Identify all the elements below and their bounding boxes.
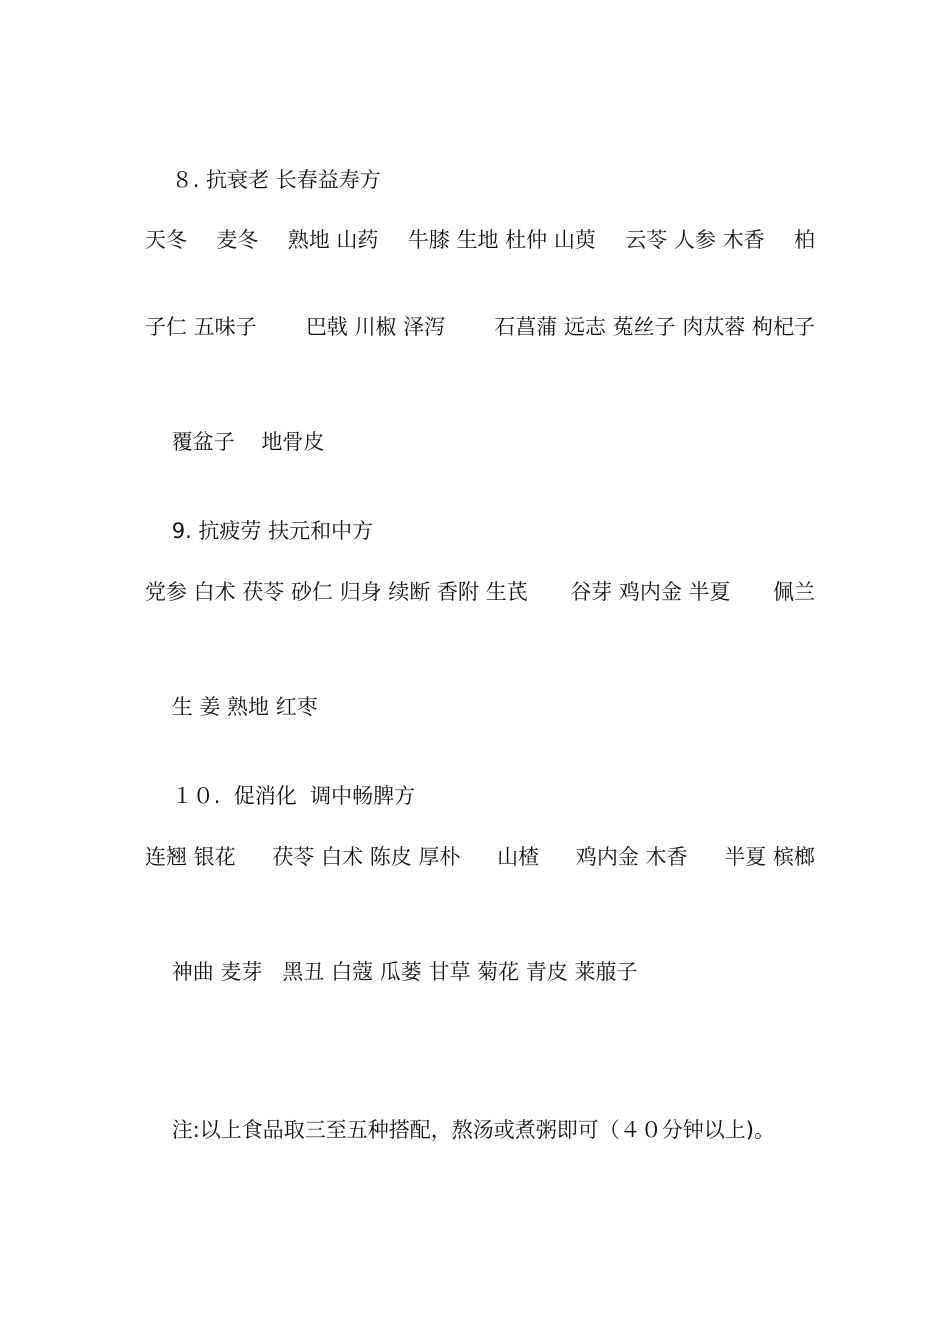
herb-group: 地骨皮 — [261, 430, 325, 454]
section-heading-text: １０. 促消化 调中畅脾方 — [171, 784, 416, 808]
section-10-heading — [145, 754, 815, 838]
herb-group: 覆盆子 — [171, 430, 235, 454]
herb-group: 柏 — [793, 228, 815, 252]
section-heading-text: 9. 抗疲劳 扶元和中方 — [171, 519, 374, 543]
section-10-line-2 — [145, 930, 815, 1014]
herb-group: 谷芽 鸡内金 半夏 — [570, 580, 731, 604]
herb-group: 熟地 山药 — [287, 228, 379, 252]
herb-group: 牛膝 生地 杜仲 山萸 — [407, 228, 596, 252]
section-8-line-2 — [145, 313, 815, 341]
herb-group: 天冬 — [145, 228, 187, 252]
footnote — [145, 1088, 815, 1172]
herb-group: 茯苓 白术 陈皮 厚朴 — [272, 845, 461, 869]
herb-group: 佩兰 — [773, 580, 815, 604]
herb-group: 鸡内金 木香 — [575, 845, 688, 869]
herb-group: 生 姜 熟地 红枣 — [171, 695, 318, 719]
section-heading-text: ８. 抗衰老 长春益寿方 — [171, 168, 381, 192]
section-8-line-1 — [145, 226, 815, 254]
herb-group: 党参 白术 茯苓 砂仁 归身 续断 香附 生芪 — [145, 580, 528, 604]
herb-group: 巴戟 川椒 泽泻 — [305, 315, 446, 339]
herb-group: 半夏 槟榔 — [724, 845, 815, 869]
section-8-heading — [145, 138, 815, 222]
section-10-line-1 — [145, 843, 815, 871]
footnote-text: 注:以上食品取三至五种搭配，熬汤或煮粥即可（４０分钟以上)。 — [171, 1118, 775, 1142]
herb-group: 石菖蒲 远志 菟丝子 肉苁蓉 枸杞子 — [494, 315, 815, 339]
herb-group: 神曲 麦芽 — [171, 960, 263, 984]
herb-group: 麦冬 — [216, 228, 259, 252]
section-8-line-3 — [145, 400, 815, 484]
herb-group: 云苓 人参 木香 — [625, 228, 765, 252]
herb-group: 黑丑 白蔻 瓜蒌 甘草 菊花 青皮 莱菔子 — [282, 960, 638, 984]
section-9-heading — [145, 489, 815, 573]
herb-group: 山楂 — [497, 845, 540, 869]
herb-group: 子仁 五味子 — [145, 315, 257, 339]
herb-group: 连翘 银花 — [145, 845, 236, 869]
section-9-line-1 — [145, 578, 815, 606]
section-9-line-2 — [145, 665, 815, 749]
